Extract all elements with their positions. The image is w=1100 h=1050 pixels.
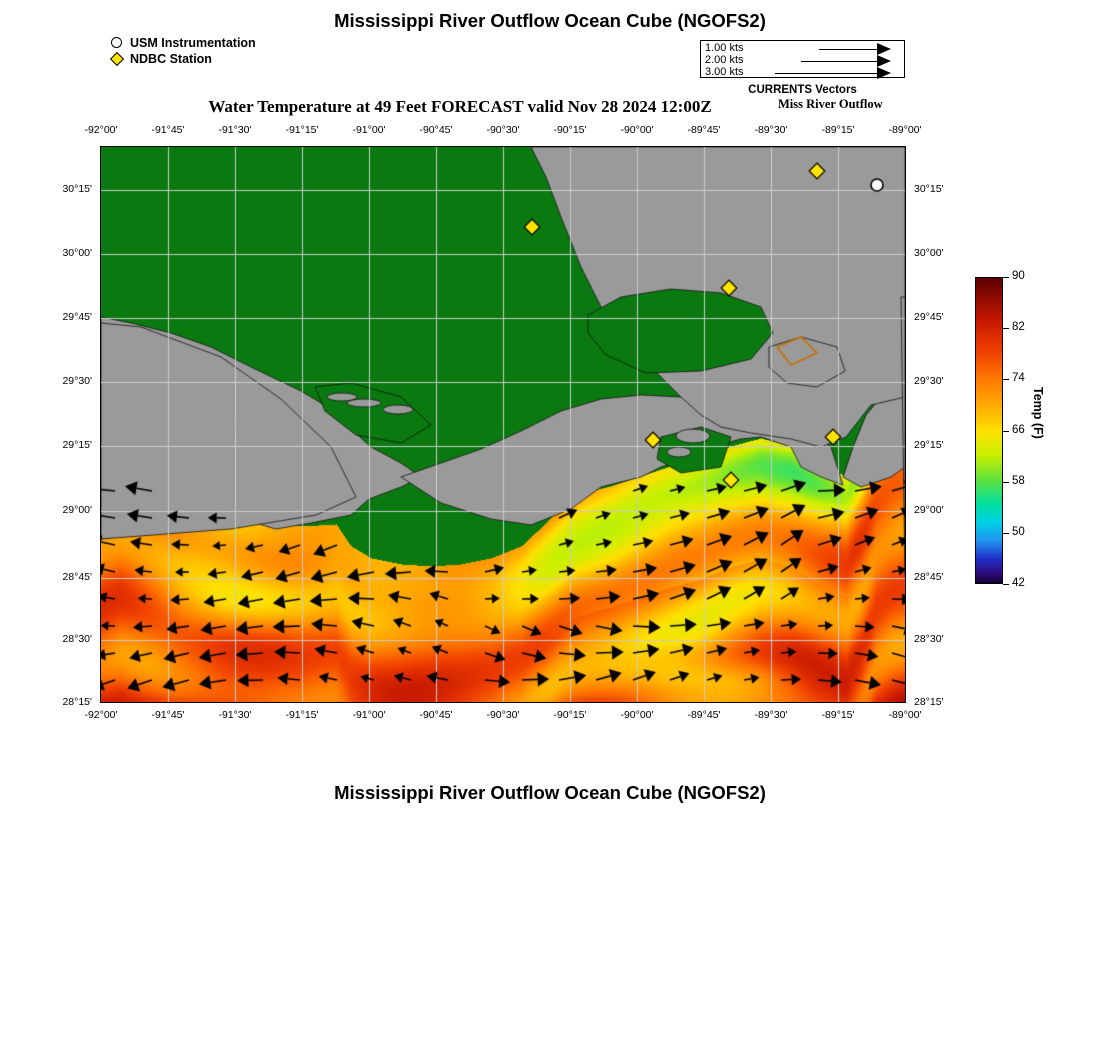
circle-marker-icon bbox=[108, 36, 126, 51]
x-tick-label: -91°00' bbox=[352, 124, 386, 136]
x-tick-label: -90°15' bbox=[553, 709, 587, 721]
x-tick-label: -89°15' bbox=[821, 124, 855, 136]
region-label: Miss River Outflow bbox=[778, 97, 883, 111]
vector-key-line-3 bbox=[775, 73, 877, 74]
x-tick-label: -90°30' bbox=[486, 124, 520, 136]
y-tick-label: 30°00' bbox=[62, 247, 92, 259]
y-tick-label: 28°15' bbox=[62, 696, 92, 708]
y-tick-label: 30°15' bbox=[62, 183, 92, 195]
x-tick-label: -91°00' bbox=[352, 709, 386, 721]
vector-key-line-2 bbox=[801, 61, 877, 62]
diamond-marker-icon bbox=[108, 52, 126, 67]
map-plot-area[interactable] bbox=[100, 146, 906, 703]
y-tick-label: 30°15' bbox=[914, 183, 944, 195]
legend-item-usm bbox=[108, 36, 256, 51]
vector-key-arrow-3 bbox=[877, 67, 891, 79]
x-tick-label: -91°45' bbox=[151, 709, 185, 721]
vector-key-line-1 bbox=[819, 49, 877, 50]
y-tick-label: 30°00' bbox=[914, 247, 944, 259]
y-tick-label: 28°30' bbox=[62, 633, 92, 645]
map-canvas[interactable] bbox=[101, 147, 905, 702]
currents-vector-key bbox=[700, 40, 905, 78]
colorbar-tick bbox=[1003, 584, 1009, 585]
x-tick-label: -92°00' bbox=[84, 709, 118, 721]
map-legend bbox=[108, 36, 256, 68]
x-tick-label: -90°45' bbox=[419, 709, 453, 721]
colorbar-tick bbox=[1003, 379, 1009, 380]
vector-key-row-3 bbox=[701, 67, 906, 79]
colorbar-tick-label: 42 bbox=[1012, 577, 1025, 589]
x-tick-label: -89°45' bbox=[687, 709, 721, 721]
x-tick-label: -89°45' bbox=[687, 124, 721, 136]
vector-key-arrow-2 bbox=[877, 55, 891, 67]
colorbar-tick bbox=[1003, 533, 1009, 534]
y-tick-label: 29°45' bbox=[914, 311, 944, 323]
x-tick-label: -91°30' bbox=[218, 124, 252, 136]
currents-vector-key-caption: CURRENTS Vectors bbox=[748, 84, 857, 96]
colorbar-gradient bbox=[975, 277, 1003, 584]
colorbar-tick-label: 74 bbox=[1012, 372, 1025, 385]
x-tick-label: -91°15' bbox=[285, 124, 319, 136]
colorbar-title: Temp (F) bbox=[1031, 387, 1045, 439]
legend-item-usm-label: USM Instrumentation bbox=[130, 36, 256, 50]
x-tick-label: -89°30' bbox=[754, 709, 788, 721]
x-tick-label: -91°45' bbox=[151, 124, 185, 136]
legend-item-ndbc bbox=[108, 52, 256, 67]
y-tick-label: 29°45' bbox=[62, 311, 92, 323]
page-title: Mississippi River Outflow Ocean Cube (NGOFS2) bbox=[334, 10, 766, 31]
legend-item-ndbc-label: NDBC Station bbox=[130, 52, 212, 66]
y-tick-label: 29°15' bbox=[62, 439, 92, 451]
x-tick-label: -89°00' bbox=[888, 124, 922, 136]
y-tick-label: 29°30' bbox=[62, 375, 92, 387]
x-tick-label: -89°30' bbox=[754, 124, 788, 136]
colorbar-tick-label: 82 bbox=[1012, 321, 1025, 334]
x-tick-label: -89°00' bbox=[888, 709, 922, 721]
y-tick-label: 29°00' bbox=[62, 504, 92, 516]
vector-key-label-1: 1.00 kts bbox=[705, 42, 744, 54]
bottom-title: Mississippi River Outflow Ocean Cube (NGOFS2) bbox=[334, 782, 766, 803]
y-tick-label: 29°00' bbox=[914, 504, 944, 516]
colorbar-tick-label: 58 bbox=[1012, 474, 1025, 487]
colorbar-tick bbox=[1003, 328, 1009, 329]
colorbar-tick-label: 50 bbox=[1012, 525, 1025, 538]
colorbar-tick bbox=[1003, 431, 1009, 432]
colorbar-tick bbox=[1003, 277, 1009, 278]
y-tick-label: 28°45' bbox=[62, 571, 92, 583]
x-tick-label: -90°00' bbox=[620, 709, 654, 721]
y-tick-label: 28°30' bbox=[914, 633, 944, 645]
y-tick-label: 29°30' bbox=[914, 375, 944, 387]
x-tick-label: -90°30' bbox=[486, 709, 520, 721]
x-tick-label: -92°00' bbox=[84, 124, 118, 136]
x-tick-label: -90°00' bbox=[620, 124, 654, 136]
x-tick-label: -91°30' bbox=[218, 709, 252, 721]
y-tick-label: 28°45' bbox=[914, 571, 944, 583]
x-tick-label: -89°15' bbox=[821, 709, 855, 721]
forecast-subtitle: Water Temperature at 49 Feet FORECAST valid Nov 28 2024 12:00Z bbox=[208, 97, 712, 116]
vector-key-arrow-1 bbox=[877, 43, 891, 55]
vector-key-label-2: 2.00 kts bbox=[705, 54, 744, 66]
y-tick-label: 29°15' bbox=[914, 439, 944, 451]
vector-key-label-3: 3.00 kts bbox=[705, 66, 744, 78]
x-tick-label: -91°15' bbox=[285, 709, 319, 721]
colorbar-tick-label: 90 bbox=[1012, 270, 1025, 282]
y-tick-label: 28°15' bbox=[914, 696, 944, 708]
x-tick-label: -90°45' bbox=[419, 124, 453, 136]
x-tick-label: -90°15' bbox=[553, 124, 587, 136]
colorbar-tick bbox=[1003, 482, 1009, 483]
colorbar-tick-label: 66 bbox=[1012, 423, 1025, 436]
